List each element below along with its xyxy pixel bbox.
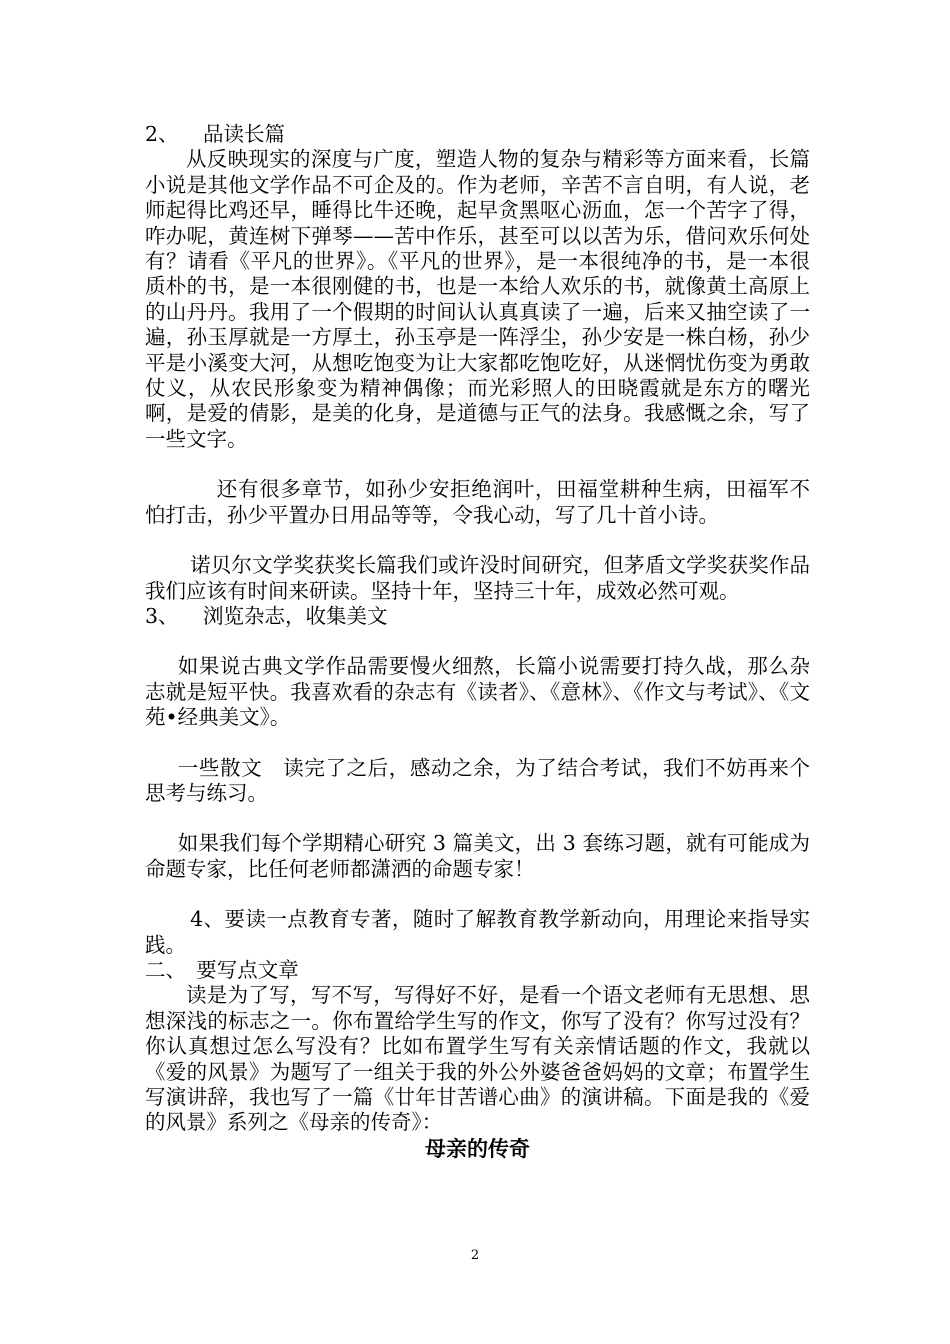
paragraph-gap bbox=[145, 629, 810, 654]
paragraph-magazines: 如果说古典文学作品需要慢火细熬，长篇小说需要打持久战，那么杂志就是短平快。我喜欢看的杂志有《读者》、《意林》、《作文与考试》、《文苑•经典美文》。 bbox=[145, 654, 810, 730]
paragraph-gap bbox=[145, 806, 810, 831]
paragraph-gap bbox=[145, 731, 810, 756]
paragraph-gap bbox=[145, 528, 810, 553]
paragraph-long-novel: 从反映现实的深度与广度，塑造人物的复杂与精彩等方面来看，长篇小说是其他文学作品不可企及的。作为老师，辛苦不言自明，有人说，老师起得比鸡还早，睡得比牛还晚，起早贪黑呕心沥血，怎一个苦字了得，咋办呢，黄连树下弹琴——苦中作乐，甚至可以以苦为乐，借问欢乐何处有？请看《平凡的世界》。《平凡的世界》，是一本很纯净的书，是一本很质朴的书，是一本很刚健的书，也是一本给人欢乐的书，就像黄土高原上的山丹丹。我用了一个假期的时间认认真真读了一遍，后来又抽空读了一遍，孙玉厚就是一方厚土，孙玉亭是一阵浮尘，孙少安是一株白杨，孙少平是小溪变大河，从想吃饱变为让大家都吃饱吃好，从迷惘忧伤变为勇敢仗义，从农民形象变为精神偶像；而光彩照人的田晓霞就是东方的曙光啊，是爱的倩影，是美的化身，是道德与正气的法身。我感慨之余，写了一些文字。 bbox=[145, 147, 810, 451]
section-3-heading bbox=[145, 604, 810, 629]
paragraph-chapters: 还有很多章节，如孙少安拒绝润叶，田福堂耕种生病，田福军不怕打击，孙少平置办日用品等等，令我心动，写了几十首小诗。 bbox=[145, 477, 810, 527]
paragraph-education-books: 4、要读一点教育专著，随时了解教育教学新动向，用理论来指导实践。 bbox=[145, 907, 810, 957]
document-body bbox=[145, 122, 810, 1161]
section-2-title: 品读长篇 bbox=[203, 122, 285, 146]
paragraph-writing: 读是为了写，写不写，写得好不好，是看一个语文老师有无思想、思想深浅的标志之一。你布置给学生写的作文，你写了没有？你写过没有？你认真想过怎么写没有？比如布置学生写有关亲情话题的作文，我就以《爱的风景》为题写了一组关于我的外公外婆爸爸妈妈的文章；布置学生写演讲辞，我也写了一篇《廿年甘苦谱心曲》的演讲稿。下面是我的《爱的风景》系列之《母亲的传奇》： bbox=[145, 983, 810, 1135]
section-3-title: 浏览杂志，收集美文 bbox=[203, 603, 388, 628]
section-2-heading bbox=[145, 122, 810, 147]
paragraph-nobel: 诺贝尔文学奖获奖长篇我们或许没时间研究，但茅盾文学奖获奖作品我们应该有时间来研读。坚持十年，坚持三十年，成效必然可观。 bbox=[145, 553, 810, 603]
part-2-heading bbox=[145, 958, 810, 983]
page-number: 2 bbox=[470, 1248, 480, 1263]
part-2-title: 要写点文章 bbox=[196, 957, 299, 982]
paragraph-gap bbox=[145, 882, 810, 907]
paragraph-gap bbox=[145, 452, 810, 477]
part-2-number: 二、 bbox=[145, 957, 176, 982]
section-2-number: 2、 bbox=[145, 122, 179, 146]
paragraph-essays: 一些散文 读完了之后，感动之余，为了结合考试，我们不妨再来个思考与练习。 bbox=[145, 755, 810, 805]
section-3-number: 3、 bbox=[145, 603, 179, 628]
essay-title: 母亲的传奇 bbox=[425, 1135, 530, 1161]
paragraph-study-essays: 如果我们每个学期精心研究 3 篇美文，出 3 套练习题，就有可能成为命题专家，比任何老师都潇洒的命题专家！ bbox=[145, 831, 810, 881]
